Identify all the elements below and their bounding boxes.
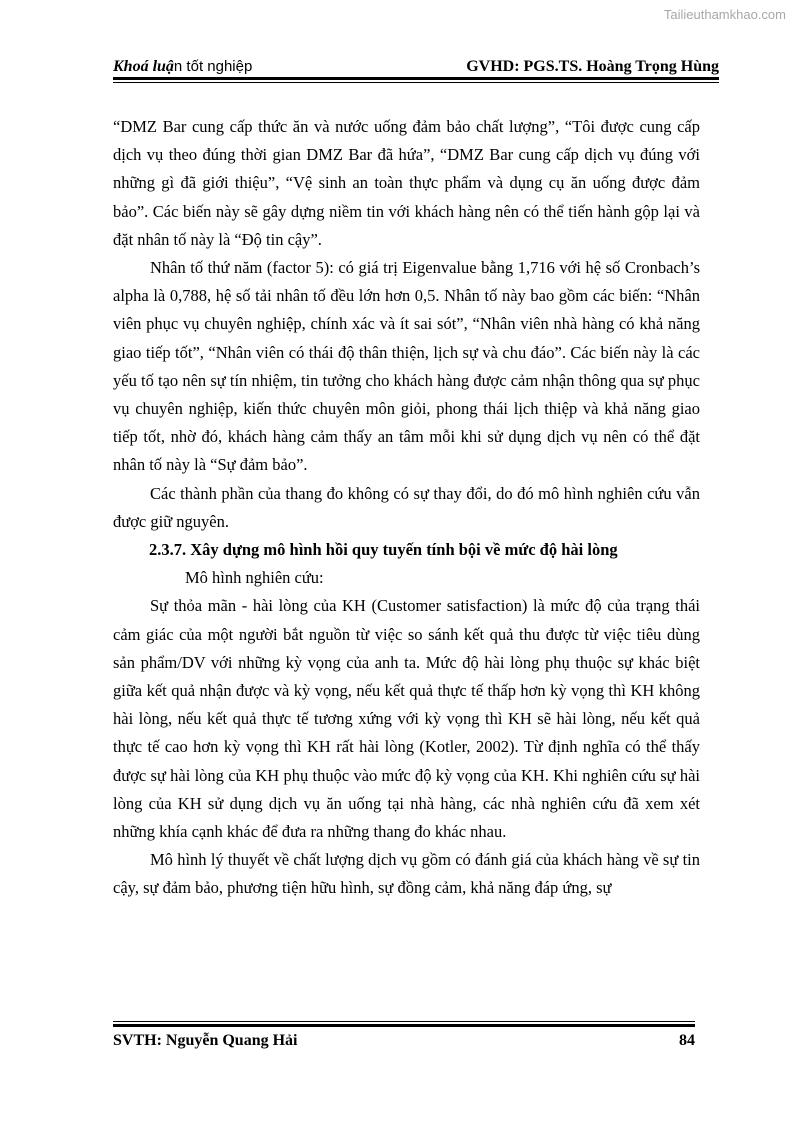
page-body: [113, 113, 700, 903]
page-footer: [113, 1032, 695, 1050]
subheading: Mô hình nghiên cứu:: [185, 568, 324, 588]
header-advisor: GVHD: PGS.TS. Hoàng Trọng Hùng: [466, 58, 719, 75]
paragraph-2: Nhân tố thứ năm (factor 5): có giá trị Eigenvalue bằng 1,716 với hệ số Cronbach’s alpha là 0,788, hệ số tải nhân tố đều lớn hơn 0,5. Nhân tố này bao gồm các biến: “Nhân viên phục vụ chuyên nghiệp, chính xác và ít sai sót”, “Nhân viên nhà hàng có khả năng giao tiếp tốt”, “Nhân viên có thái độ thân thiện, lịch sự và chu đáo”. Các biến này là các yếu tố tạo nên sự tín nhiệm, tin tưởng cho khách hàng được cảm nhận thông qua sự phục vụ chuyên nghiệp, kiến thức chuyên môn giỏi, phong thái lịch thiệp và khả năng giao tiếp tốt, nhờ đó, khách hàng cảm thấy an tâm mỗi khi sử dụng dịch vụ nên có thể đặt nhân tố này là “Sự đảm bảo”.: [113, 258, 700, 475]
page-number: 84: [679, 1032, 695, 1049]
footer-rule: [113, 1021, 695, 1027]
paragraph-4: Sự thỏa mãn - hài lòng của KH (Customer satisfaction) là mức độ của trạng thái cảm giác của một người bắt nguồn từ việc so sánh kết quả thu được từ việc tiêu dùng sản phẩm/DV với những kỳ vọng của anh ta. Mức độ hài lòng phụ thuộc sự khác biệt giữa kết quả nhận được và kỳ vọng, nếu kết quả thực tế thấp hơn kỳ vọng thì KH không hài lòng, nếu kết quả thực tế tương xứng với kỳ vọng thì KH sẽ hài lòng, nếu kết quả thực tế cao hơn kỳ vọng thì KH rất hài lòng (Kotler, 2002). Từ định nghĩa có thể thấy được sự hài lòng của KH phụ thuộc vào mức độ kỳ vọng của KH. Khi nghiên cứu sự hài lòng của KH sử dụng dịch vụ ăn uống tại nhà hàng, các nhà nghiên cứu đã xem xét những khía cạnh khác để đưa ra những thang đo khác nhau.: [113, 596, 700, 842]
header-rule: [113, 77, 719, 83]
paragraph-5: Mô hình lý thuyết về chất lượng dịch vụ gồm có đánh giá của khách hàng về sự tin cậy, sự đảm bảo, phương tiện hữu hình, sự đồng cảm, khả năng đáp ứng, sự: [113, 850, 700, 898]
watermark: Tailieuthamkhao.com: [663, 7, 786, 22]
section-heading: 2.3.7. Xây dựng mô hình hồi quy tuyến tính bội về mức độ hài lòng: [149, 540, 618, 560]
paragraph-1: “DMZ Bar cung cấp thức ăn và nước uống đảm bảo chất lượng”, “Tôi được cung cấp dịch vụ theo đúng thời gian DMZ Bar đã hứa”, “DMZ Bar cung cấp dịch vụ đúng với những gì đã giới thiệu”, “Vệ sinh an toàn thực phẩm và dụng cụ ăn uống được đảm bảo”. Các biến này sẽ gây dựng niềm tin với khách hàng nên có thể tiến hành gộp lại và đặt nhân tố này là “Độ tin cậy”.: [113, 117, 700, 249]
header-left-rest: n tốt nghiệp: [173, 58, 253, 75]
header-left: [113, 58, 252, 76]
paragraph-3: Các thành phần của thang đo không có sự thay đổi, do đó mô hình nghiên cứu vẫn được giữ nguyên.: [113, 483, 700, 531]
page-header: [113, 50, 719, 76]
header-left-italic: Khoá luậ: [113, 58, 174, 75]
footer-author: SVTH: Nguyễn Quang Hải: [113, 1032, 298, 1049]
